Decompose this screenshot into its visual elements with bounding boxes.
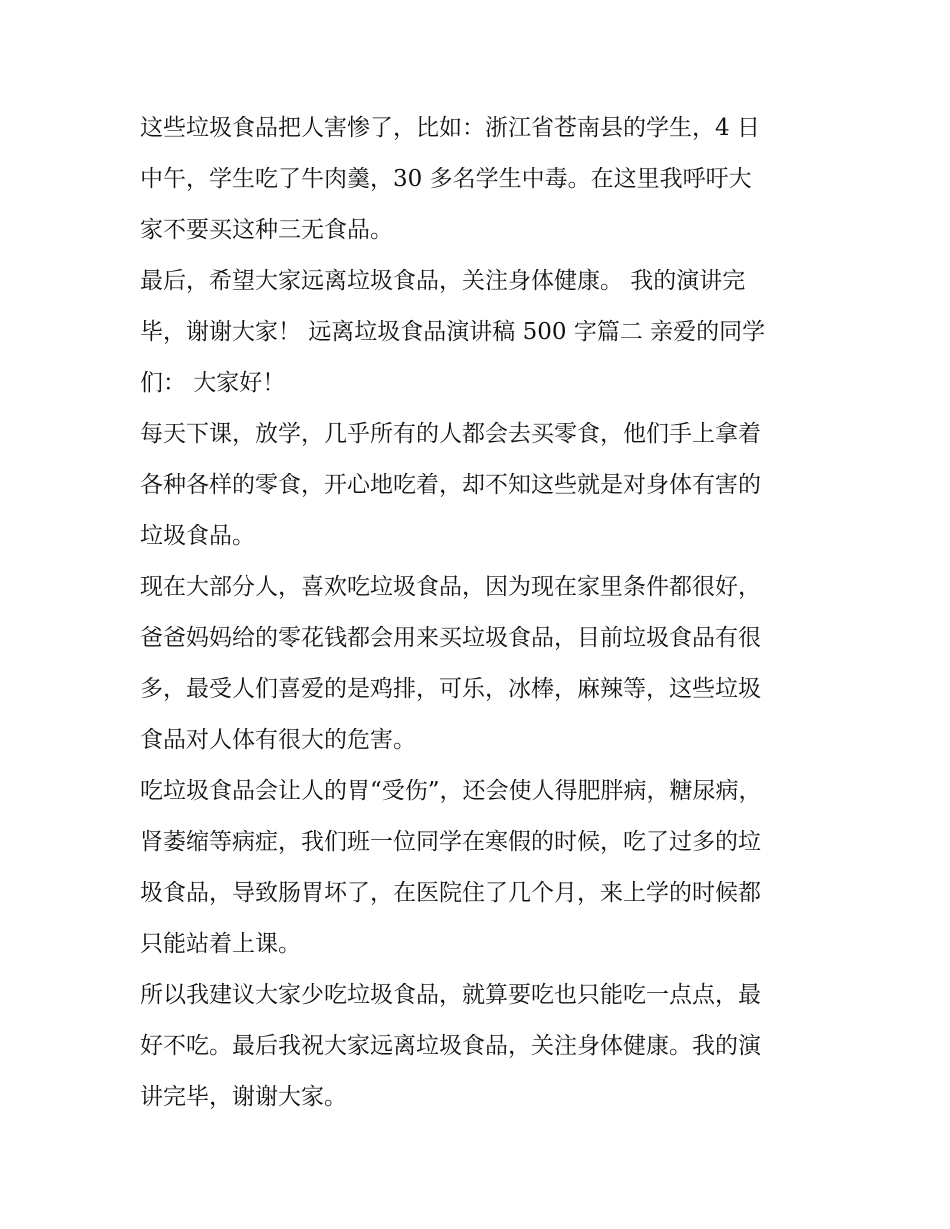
paragraph-1 <box>140 103 812 256</box>
paragraph-4 <box>140 562 812 766</box>
text-line: 现在大部分人，喜欢吃垃圾食品，因为现在家里条件都很好， <box>140 574 761 600</box>
text-line: 圾食品，导致肠胃坏了，在医院住了几个月，来上学的时候都 <box>140 880 761 906</box>
text-line: 中午，学生吃了牛肉羹，30 多名学生中毒。在这里我呼吁大 <box>140 166 752 192</box>
text-line: 爸爸妈妈给的零花钱都会用来买垃圾食品，目前垃圾食品有很 <box>140 625 761 651</box>
text-line: 每天下课，放学，几乎所有的人都会去买零食，他们手上拿着 <box>140 421 761 447</box>
paragraph-5 <box>140 766 812 970</box>
text-line: 只能站着上课。 <box>140 931 301 957</box>
text-line: 肾萎缩等病症，我们班一位同学在寒假的时候，吃了过多的垃 <box>140 829 761 855</box>
text-line: 吃垃圾食品会让人的胃“受伤”，还会使人得肥胖病，糖尿病， <box>140 778 762 804</box>
text-line: 食品对人体有很大的危害。 <box>140 727 416 753</box>
text-line: 多，最受人们喜爱的是鸡排，可乐，冰棒，麻辣等，这些垃圾 <box>140 676 761 702</box>
text-line: 所以我建议大家少吃垃圾食品，就算要吃也只能吃一点点，最 <box>140 982 761 1008</box>
document-body <box>140 103 812 1123</box>
paragraph-6 <box>140 970 812 1123</box>
text-line: 们： 大家好！ <box>140 370 286 396</box>
text-line: 毕，谢谢大家！ 远离垃圾食品演讲稿 500 字篇二 亲爱的同学 <box>140 319 766 345</box>
text-line: 各种各样的零食，开心地吃着，却不知这些就是对身体有害的 <box>140 472 761 498</box>
text-line: 讲完毕，谢谢大家。 <box>140 1084 347 1110</box>
text-line: 家不要买这种三无食品。 <box>140 217 393 243</box>
paragraph-2 <box>140 256 812 409</box>
text-line: 好不吃。最后我祝大家远离垃圾食品，关注身体健康。我的演 <box>140 1033 761 1059</box>
text-line: 垃圾食品。 <box>140 523 255 549</box>
paragraph-3 <box>140 409 812 562</box>
text-line: 最后，希望大家远离垃圾食品，关注身体健康。 我的演讲完 <box>140 268 746 294</box>
text-line: 这些垃圾食品把人害惨了，比如：浙江省苍南县的学生，4 日 <box>140 115 760 141</box>
